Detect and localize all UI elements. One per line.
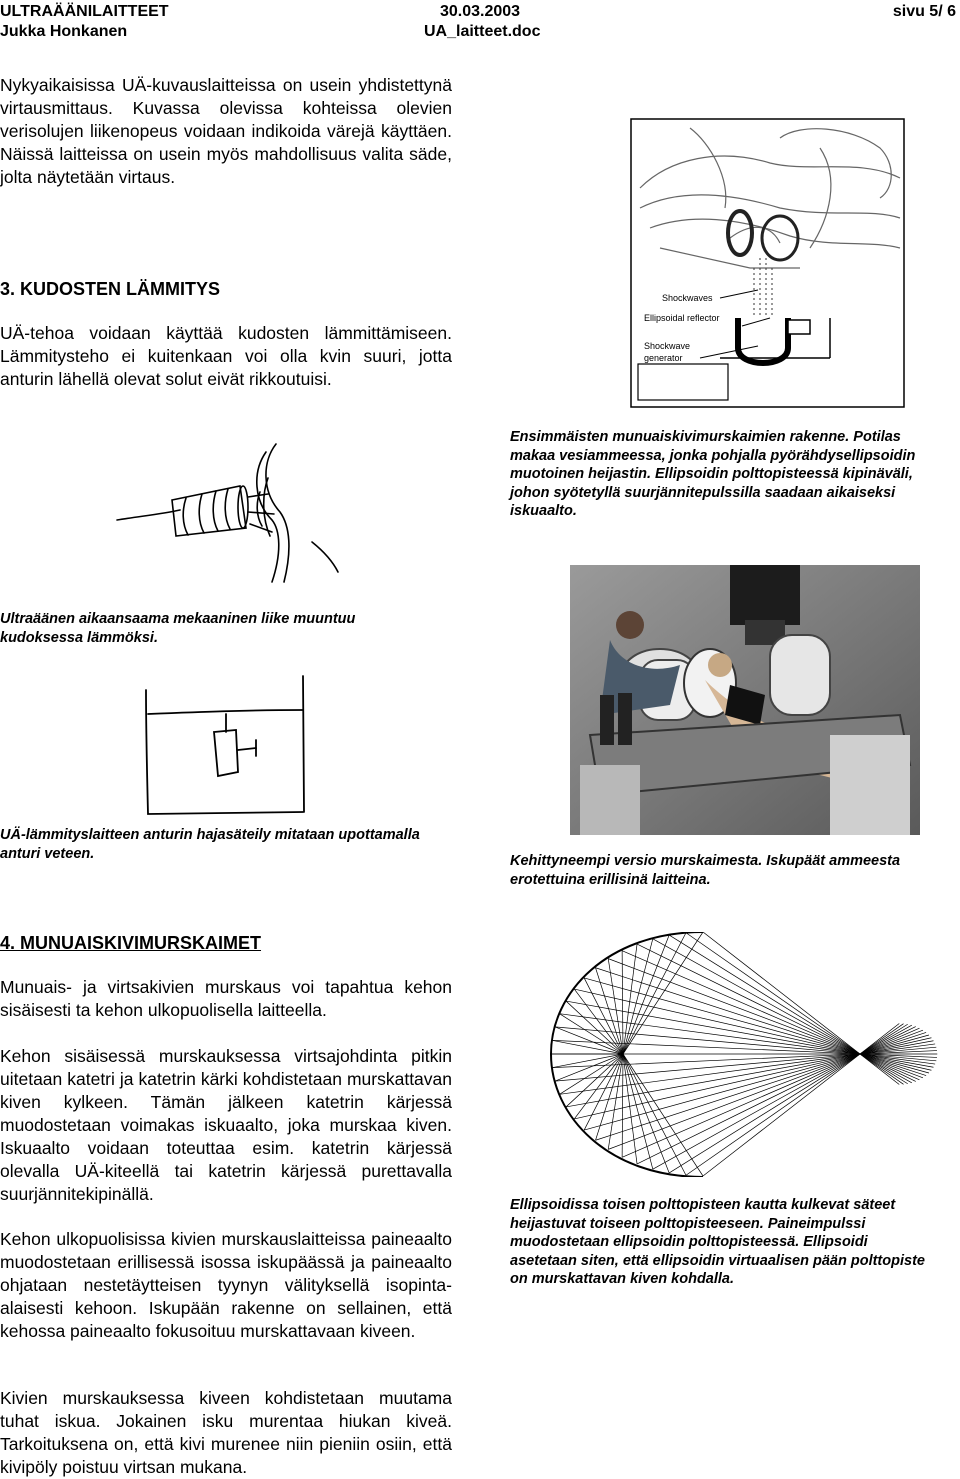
section-3-paragraph: UÄ-tehoa voidaan käyttää kudosten lämmittämiseen. Lämmitysteho ei kuitenkaan voi olla kvin suuri, jotta anturin lähellä olevat solut eivät rikkoutuisi. xyxy=(0,323,452,389)
page-number: sivu 5/ 6 xyxy=(892,3,956,20)
ray-line xyxy=(623,944,637,1054)
label-shockwaves: Shockwaves xyxy=(662,293,713,303)
label-generator: generator xyxy=(644,353,683,363)
section-4-paragraph-2: Kehon sisäisessä murskauksessa virtsajohdinta pitkin uitetaan katetri ja katetrin kärki kohdistetaan murskattavan kiven kylkeen. Tämän jälkeen katetrin kärjessä muodostetaan voimakas iskuaalto, joka murskaa kiven. Iskuaalto voidaan toteuttaa esim. katetrin kärjessä olevalla UÄ-kiteellä tai katetrin kärjessä purettavalla suurjännitekipinällä. xyxy=(0,1046,452,1204)
ray-line xyxy=(596,1032,927,1140)
ray-line xyxy=(686,933,904,1085)
doc-title: ULTRAÄÄNILAITTEET xyxy=(0,3,169,20)
ray-line xyxy=(686,1024,904,1176)
doc-filename: UA_laitteet.doc xyxy=(424,23,541,40)
tank-sketch xyxy=(138,672,313,822)
ray-line xyxy=(622,951,623,1054)
ray-line xyxy=(623,1054,653,1169)
modern-lithotripter-photo xyxy=(570,565,920,835)
section-4-heading: 4. MUNUAISKIVIMURSKAIMET xyxy=(0,933,262,953)
intro-paragraph: Nykyaikaisissa UÄ-kuvauslaitteissa on usein yhdistettynä virtausmittaus. Kuvassa olevissa kohteissa olevien verisolujen liikenopeus voidaan indikoida värejä käyttäen. Näissä laitteissa on usein myös mahdollisuus valita säde, jolta näytetään virtaus. xyxy=(0,75,452,187)
ray-line xyxy=(596,968,927,1076)
ray-line xyxy=(622,1028,919,1157)
ray-line xyxy=(669,1024,908,1173)
ellipse-caption: Ellipsoidissa toisen polttopisteen kautta kulkevat säteet heijastuvat toiseen polttopisteeseen. Paineimpulssi muodostetaan ellipsoidin polttopisteessä. Ellipsoidi asetetaan siten, että ellipsoidin virtuaalisen pään polttopiste on murskattavan kiven kohdalla. xyxy=(510,1197,925,1287)
heating-sketch xyxy=(112,432,340,602)
ray-line xyxy=(623,939,653,1054)
doc-date: 30.03.2003 xyxy=(440,3,521,20)
section-3-heading: 3. KUDOSTEN LÄMMITYS xyxy=(0,279,221,299)
doc-author: Jukka Honkanen xyxy=(0,23,128,40)
modern-lithotripter-caption: Kehittyneempi versio murskaimesta. Iskupäät ammeesta erotettuina erillisinä laitteina. xyxy=(510,853,901,888)
label-shockwave: Shockwave xyxy=(644,341,691,351)
ray-line xyxy=(608,1030,923,1149)
lithotripter-caption: Ensimmäisten munuaiskivimurskaimien rakenne. Potilas makaa vesiammeessa, jonka pohjalla pyörähdysellipsoidin muotoinen heijastin. Ellipsoidin polttopisteessä kipinäväli, johon syötetyllä suurjännitepulssilla saadaan aikaiseksi iskuaalto. xyxy=(510,429,916,519)
ray-line xyxy=(622,1054,623,1157)
ellipse-ray-diagram xyxy=(548,932,943,1177)
ray-line xyxy=(669,935,908,1084)
section-4-paragraph-3: Kehon ulkopuolisissa kivien murskauslaitteissa paineaalto muodostetaan erillisessä isossa iskupäässä ja paineaalto ohjataan nestetäytteisen tyynyn välityksellä isopinta-alaisesti kehoon. Iskupään rakenne on sellainen, että kehossa paineaalto fokusoituu murskattavaan kiveen. xyxy=(0,1229,452,1341)
ray-line xyxy=(623,1054,637,1164)
lithotripter-diagram xyxy=(630,118,905,408)
tank-caption: UÄ-lämmityslaitteen anturin hajasäteily mitataan upottamalla anturi veteen. xyxy=(0,827,420,862)
section-4-paragraph-1: Munuais- ja virtsakivien murskaus voi tapahtua kehon sisäisesti ta kehon ulkopuolisella laitteella. xyxy=(0,977,452,1020)
heating-caption: Ultraäänen aikaansaama mekaaninen liike muuntuu kudoksessa lämmöksi. xyxy=(0,611,356,646)
ray-line xyxy=(608,959,923,1078)
section-4-paragraph-4: Kivien murskauksessa kiveen kohdistetaan muutama tuhat iskua. Jokainen isku murentaa hiukan kiveä. Tarkoituksena on, että kivi murenee niin pieniin osiin, että kivipöly poistuu virtsan mukana. xyxy=(0,1388,452,1477)
label-ellipsoidal-reflector: Ellipsoidal reflector xyxy=(644,313,720,323)
